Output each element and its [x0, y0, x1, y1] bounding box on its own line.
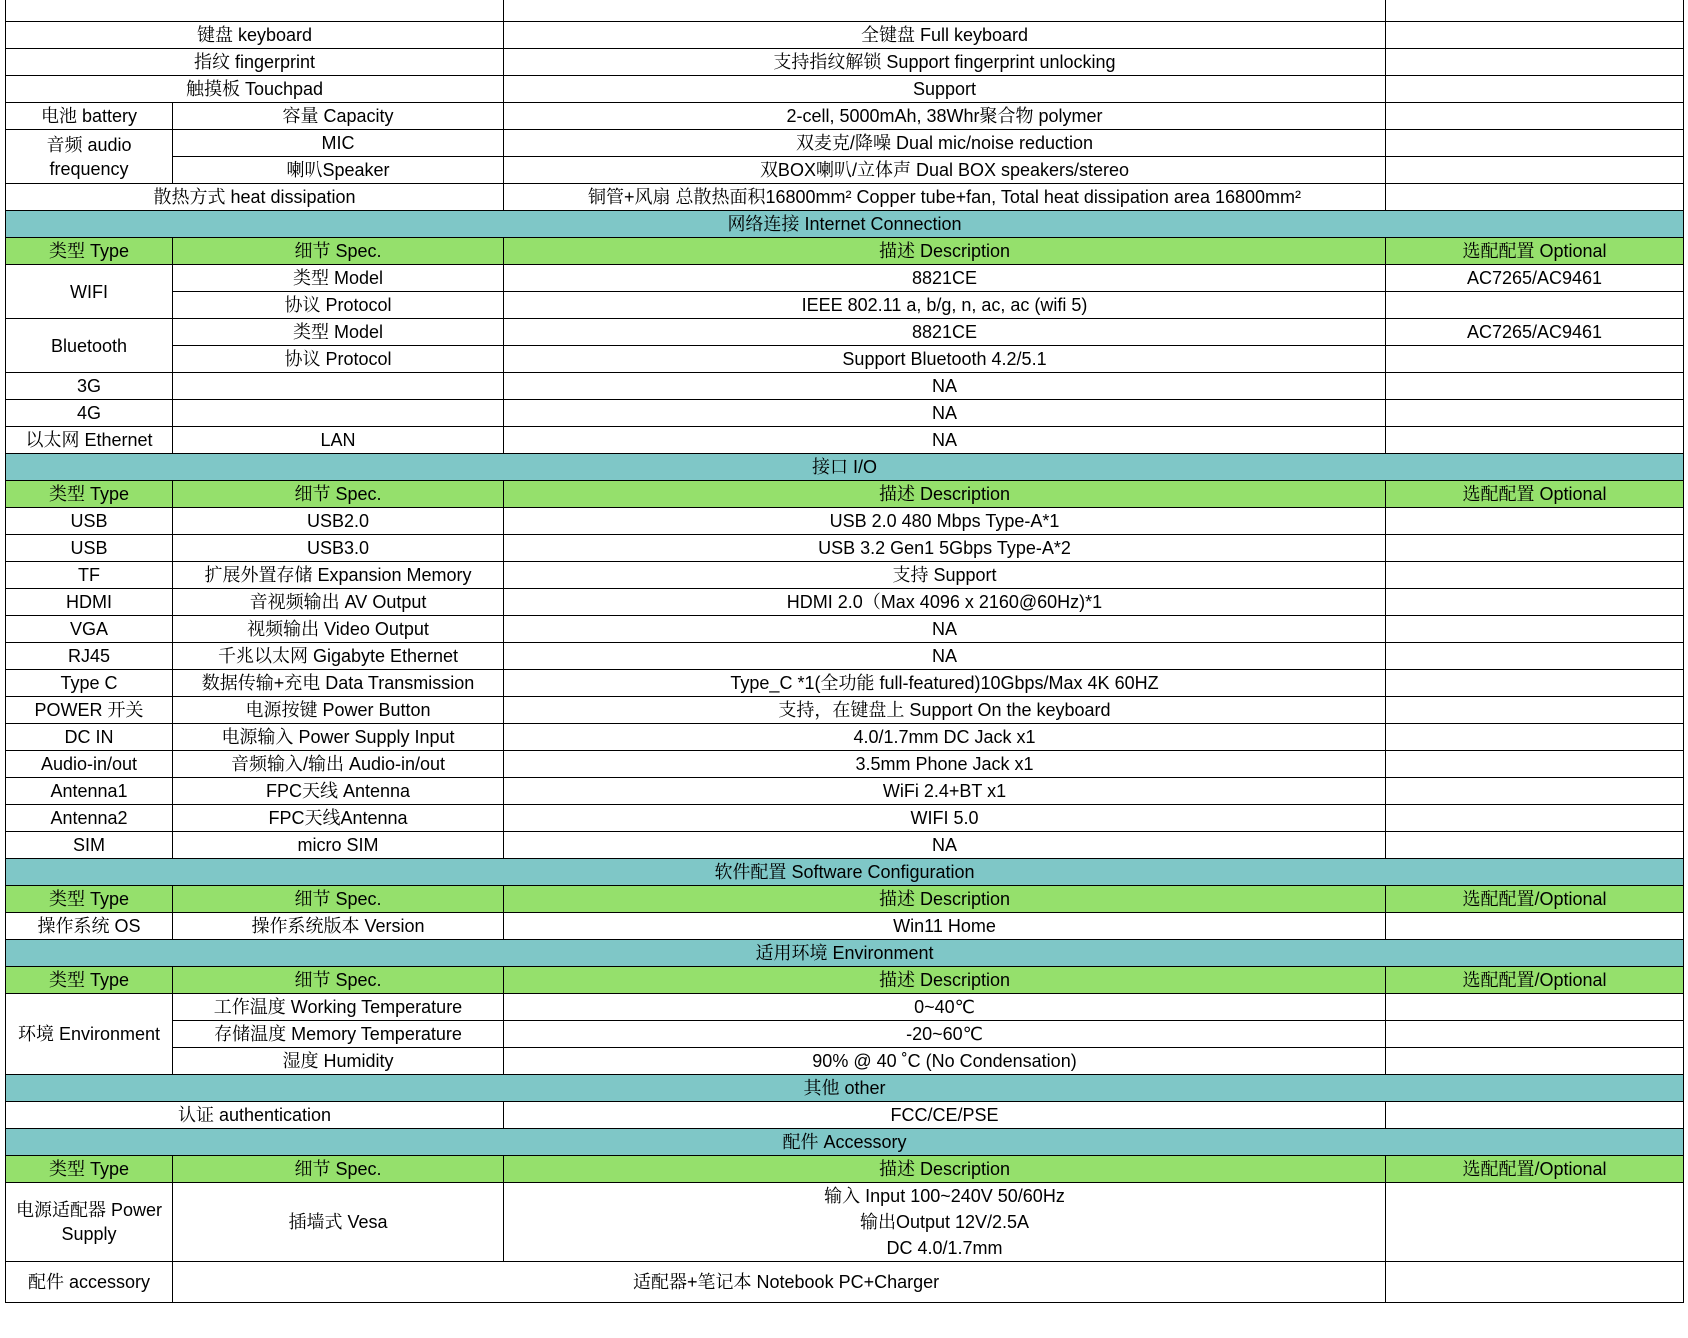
table-cell: 3.5mm Phone Jack x1 — [504, 751, 1386, 778]
table-row — [6, 427, 1684, 454]
table-cell: -20~60℃ — [504, 1021, 1386, 1048]
table-row — [6, 778, 1684, 805]
table-row — [6, 697, 1684, 724]
table-cell: AC7265/AC9461 — [1386, 265, 1684, 292]
table-cell: 协议 Protocol — [173, 346, 504, 373]
table-cell: AC7265/AC9461 — [1386, 319, 1684, 346]
section-title: 配件 Accessory — [6, 1129, 1684, 1156]
table-cell: USB 3.2 Gen1 5Gbps Type-A*2 — [504, 535, 1386, 562]
table-cell: 喇叭Speaker — [173, 157, 504, 184]
table-cell — [1386, 22, 1684, 49]
table-cell: Support Bluetooth 4.2/5.1 — [504, 346, 1386, 373]
table-cell: 键盘 keyboard — [6, 22, 504, 49]
table-row — [6, 319, 1684, 346]
table-row — [6, 373, 1684, 400]
table-cell: 音视频输出 AV Output — [173, 589, 504, 616]
table-cell — [173, 400, 504, 427]
table-row — [6, 535, 1684, 562]
table-cell — [1386, 373, 1684, 400]
table-cell: 数据传输+充电 Data Transmission — [173, 670, 504, 697]
table-row — [6, 589, 1684, 616]
column-header: 类型 Type — [6, 967, 173, 994]
section-title: 软件配置 Software Configuration — [6, 859, 1684, 886]
table-cell: 全键盘 Full keyboard — [504, 22, 1386, 49]
table-cell: Bluetooth — [6, 319, 173, 373]
table-cell: 电源适配器 Power Supply — [6, 1183, 173, 1262]
table-cell: 电源输入 Power Supply Input — [173, 724, 504, 751]
table-cell — [504, 1183, 1386, 1262]
table-cell: 类型 Model — [173, 319, 504, 346]
table-cell — [1386, 616, 1684, 643]
table-cell — [6, 0, 504, 22]
column-header: 选配配置 Optional — [1386, 238, 1684, 265]
table-cell — [1386, 670, 1684, 697]
table-cell: 工作温度 Working Temperature — [173, 994, 504, 1021]
table-cell — [1386, 1048, 1684, 1075]
column-header: 选配配置 Optional — [1386, 481, 1684, 508]
table-cell: 铜管+风扇 总散热面积16800mm² Copper tube+fan, Total heat dissipation area 16800mm² — [504, 184, 1386, 211]
table-cell: MIC — [173, 130, 504, 157]
section-title: 适用环境 Environment — [6, 940, 1684, 967]
table-cell: 以太网 Ethernet — [6, 427, 173, 454]
cell-line: 输出Output 12V/2.5A — [859, 1212, 1030, 1232]
column-header: 选配配置/Optional — [1386, 886, 1684, 913]
table-cell: 配件 accessory — [6, 1262, 173, 1303]
table-row — [6, 184, 1684, 211]
table-row — [6, 103, 1684, 130]
table-cell: FCC/CE/PSE — [504, 1102, 1386, 1129]
table-cell: micro SIM — [173, 832, 504, 859]
section-row — [6, 211, 1684, 238]
table-cell: POWER 开关 — [6, 697, 173, 724]
column-header: 类型 Type — [6, 238, 173, 265]
column-header: 描述 Description — [504, 967, 1386, 994]
table-row — [6, 994, 1684, 1021]
table-cell: Support — [504, 76, 1386, 103]
table-cell — [1386, 1021, 1684, 1048]
column-header: 细节 Spec. — [173, 238, 504, 265]
table-cell: 插墙式 Vesa — [173, 1183, 504, 1262]
table-cell — [1386, 832, 1684, 859]
table-cell: NA — [504, 616, 1386, 643]
table-row — [6, 562, 1684, 589]
table-row — [6, 1102, 1684, 1129]
spec-table — [5, 0, 1684, 1303]
table-cell — [1386, 130, 1684, 157]
column-header-row — [6, 1156, 1684, 1183]
table-cell — [1386, 184, 1684, 211]
cell-line: 输入 Input 100~240V 50/60Hz — [824, 1186, 1065, 1206]
table-cell: 协议 Protocol — [173, 292, 504, 319]
table-cell: 扩展外置存储 Expansion Memory — [173, 562, 504, 589]
table-cell: 8821CE — [504, 265, 1386, 292]
column-header: 类型 Type — [6, 481, 173, 508]
table-cell: 双BOX喇叭/立体声 Dual BOX speakers/stereo — [504, 157, 1386, 184]
table-row — [6, 265, 1684, 292]
table-cell: USB3.0 — [173, 535, 504, 562]
table-row — [6, 832, 1684, 859]
table-cell: 类型 Model — [173, 265, 504, 292]
table-row — [6, 1262, 1684, 1303]
column-header: 描述 Description — [504, 886, 1386, 913]
table-cell: SIM — [6, 832, 173, 859]
column-header: 选配配置/Optional — [1386, 967, 1684, 994]
column-header: 类型 Type — [6, 1156, 173, 1183]
table-cell — [1386, 346, 1684, 373]
table-cell: LAN — [173, 427, 504, 454]
table-row — [6, 643, 1684, 670]
table-cell — [1386, 76, 1684, 103]
table-cell: 8821CE — [504, 319, 1386, 346]
table-cell — [1386, 562, 1684, 589]
section-title: 接口 I/O — [6, 454, 1684, 481]
table-cell — [1386, 778, 1684, 805]
table-row — [6, 292, 1684, 319]
table-cell — [1386, 751, 1684, 778]
section-row — [6, 454, 1684, 481]
section-row — [6, 940, 1684, 967]
table-cell: 容量 Capacity — [173, 103, 504, 130]
table-cell: WIFI — [6, 265, 173, 319]
table-cell — [1386, 400, 1684, 427]
table-cell: Antenna2 — [6, 805, 173, 832]
section-title: 其他 other — [6, 1075, 1684, 1102]
table-cell: TF — [6, 562, 173, 589]
column-header: 细节 Spec. — [173, 481, 504, 508]
section-title: 网络连接 Internet Connection — [6, 211, 1684, 238]
table-cell — [1386, 724, 1684, 751]
table-cell: 4G — [6, 400, 173, 427]
table-cell — [1386, 913, 1684, 940]
table-cell: USB2.0 — [173, 508, 504, 535]
table-row — [6, 130, 1684, 157]
table-cell: 湿度 Humidity — [173, 1048, 504, 1075]
table-row — [6, 1183, 1684, 1262]
table-cell: IEEE 802.11 a, b/g, n, ac, ac (wifi 5) — [504, 292, 1386, 319]
section-row — [6, 1129, 1684, 1156]
table-cell: 电池 battery — [6, 103, 173, 130]
table-row — [6, 1048, 1684, 1075]
table-cell: NA — [504, 643, 1386, 670]
table-cell: USB — [6, 535, 173, 562]
table-cell — [1386, 49, 1684, 76]
table-cell: USB 2.0 480 Mbps Type-A*1 — [504, 508, 1386, 535]
table-cell: 3G — [6, 373, 173, 400]
table-cell — [1386, 103, 1684, 130]
table-cell: 操作系统 OS — [6, 913, 173, 940]
column-header: 细节 Spec. — [173, 886, 504, 913]
table-cell: 认证 authentication — [6, 1102, 504, 1129]
table-row — [6, 400, 1684, 427]
column-header: 细节 Spec. — [173, 1156, 504, 1183]
table-row — [6, 49, 1684, 76]
table-cell: RJ45 — [6, 643, 173, 670]
column-header-row — [6, 886, 1684, 913]
column-header-row — [6, 238, 1684, 265]
table-cell: Antenna1 — [6, 778, 173, 805]
table-row — [6, 22, 1684, 49]
table-cell: 存储温度 Memory Temperature — [173, 1021, 504, 1048]
table-cell: 90% @ 40 ˚C (No Condensation) — [504, 1048, 1386, 1075]
section-row — [6, 1075, 1684, 1102]
table-cell: 环境 Environment — [6, 994, 173, 1075]
table-cell: 支持指纹解锁 Support fingerprint unlocking — [504, 49, 1386, 76]
table-cell: NA — [504, 373, 1386, 400]
table-cell: USB — [6, 508, 173, 535]
table-cell — [1386, 157, 1684, 184]
table-row — [6, 1021, 1684, 1048]
table-cell — [1386, 643, 1684, 670]
section-row — [6, 859, 1684, 886]
table-row — [6, 346, 1684, 373]
table-cell — [1386, 1183, 1684, 1262]
column-header: 描述 Description — [504, 238, 1386, 265]
table-cell — [1386, 697, 1684, 724]
table-cell: 散热方式 heat dissipation — [6, 184, 504, 211]
table-cell — [1386, 427, 1684, 454]
column-header: 类型 Type — [6, 886, 173, 913]
table-cell — [1386, 589, 1684, 616]
table-row — [6, 805, 1684, 832]
table-row — [6, 157, 1684, 184]
table-cell: Audio-in/out — [6, 751, 173, 778]
table-cell: Win11 Home — [504, 913, 1386, 940]
table-row — [6, 724, 1684, 751]
table-cell: 2-cell, 5000mAh, 38Whr聚合物 polymer — [504, 103, 1386, 130]
table-row — [6, 913, 1684, 940]
table-cell: 双麦克/降噪 Dual mic/noise reduction — [504, 130, 1386, 157]
table-cell: FPC天线 Antenna — [173, 778, 504, 805]
table-cell: Type C — [6, 670, 173, 697]
column-header: 细节 Spec. — [173, 967, 504, 994]
table-cell: 视频输出 Video Output — [173, 616, 504, 643]
table-cell: 音频 audio frequency — [6, 130, 173, 184]
column-header: 描述 Description — [504, 1156, 1386, 1183]
table-row — [6, 76, 1684, 103]
table-cell: 操作系统版本 Version — [173, 913, 504, 940]
table-cell: DC IN — [6, 724, 173, 751]
table-row — [6, 751, 1684, 778]
table-cell: 千兆以太网 Gigabyte Ethernet — [173, 643, 504, 670]
table-cell: 电源按键 Power Button — [173, 697, 504, 724]
table-cell: VGA — [6, 616, 173, 643]
column-header-row — [6, 481, 1684, 508]
table-cell: HDMI — [6, 589, 173, 616]
table-cell: WiFi 2.4+BT x1 — [504, 778, 1386, 805]
table-cell: FPC天线Antenna — [173, 805, 504, 832]
table-cell: 适配器+笔记本 Notebook PC+Charger — [173, 1262, 1386, 1303]
table-cell: 音频输入/输出 Audio-in/out — [173, 751, 504, 778]
table-cell: 指纹 fingerprint — [6, 49, 504, 76]
column-header-row — [6, 967, 1684, 994]
table-cell: 支持，在键盘上 Support On the keyboard — [504, 697, 1386, 724]
table-cell — [1386, 1262, 1684, 1303]
table-cell: HDMI 2.0（Max 4096 x 2160@60Hz)*1 — [504, 589, 1386, 616]
table-row — [6, 0, 1684, 22]
table-cell: NA — [504, 400, 1386, 427]
table-row — [6, 670, 1684, 697]
table-row — [6, 508, 1684, 535]
table-cell: NA — [504, 427, 1386, 454]
table-cell: NA — [504, 832, 1386, 859]
table-cell — [1386, 805, 1684, 832]
table-cell: 4.0/1.7mm DC Jack x1 — [504, 724, 1386, 751]
spec-table-body — [6, 0, 1684, 1303]
table-cell — [1386, 535, 1684, 562]
table-cell — [1386, 1102, 1684, 1129]
table-cell: 触摸板 Touchpad — [6, 76, 504, 103]
table-cell: 支持 Support — [504, 562, 1386, 589]
table-cell — [1386, 994, 1684, 1021]
cell-line: DC 4.0/1.7mm — [886, 1238, 1003, 1258]
table-cell: Type_C *1(全功能 full-featured)10Gbps/Max 4K 60HZ — [504, 670, 1386, 697]
table-cell — [1386, 0, 1684, 22]
table-cell — [504, 0, 1386, 22]
column-header: 选配配置/Optional — [1386, 1156, 1684, 1183]
table-cell — [1386, 292, 1684, 319]
table-cell — [1386, 508, 1684, 535]
table-cell: 0~40℃ — [504, 994, 1386, 1021]
table-cell — [173, 373, 504, 400]
table-cell: WIFI 5.0 — [504, 805, 1386, 832]
table-row — [6, 616, 1684, 643]
column-header: 描述 Description — [504, 481, 1386, 508]
